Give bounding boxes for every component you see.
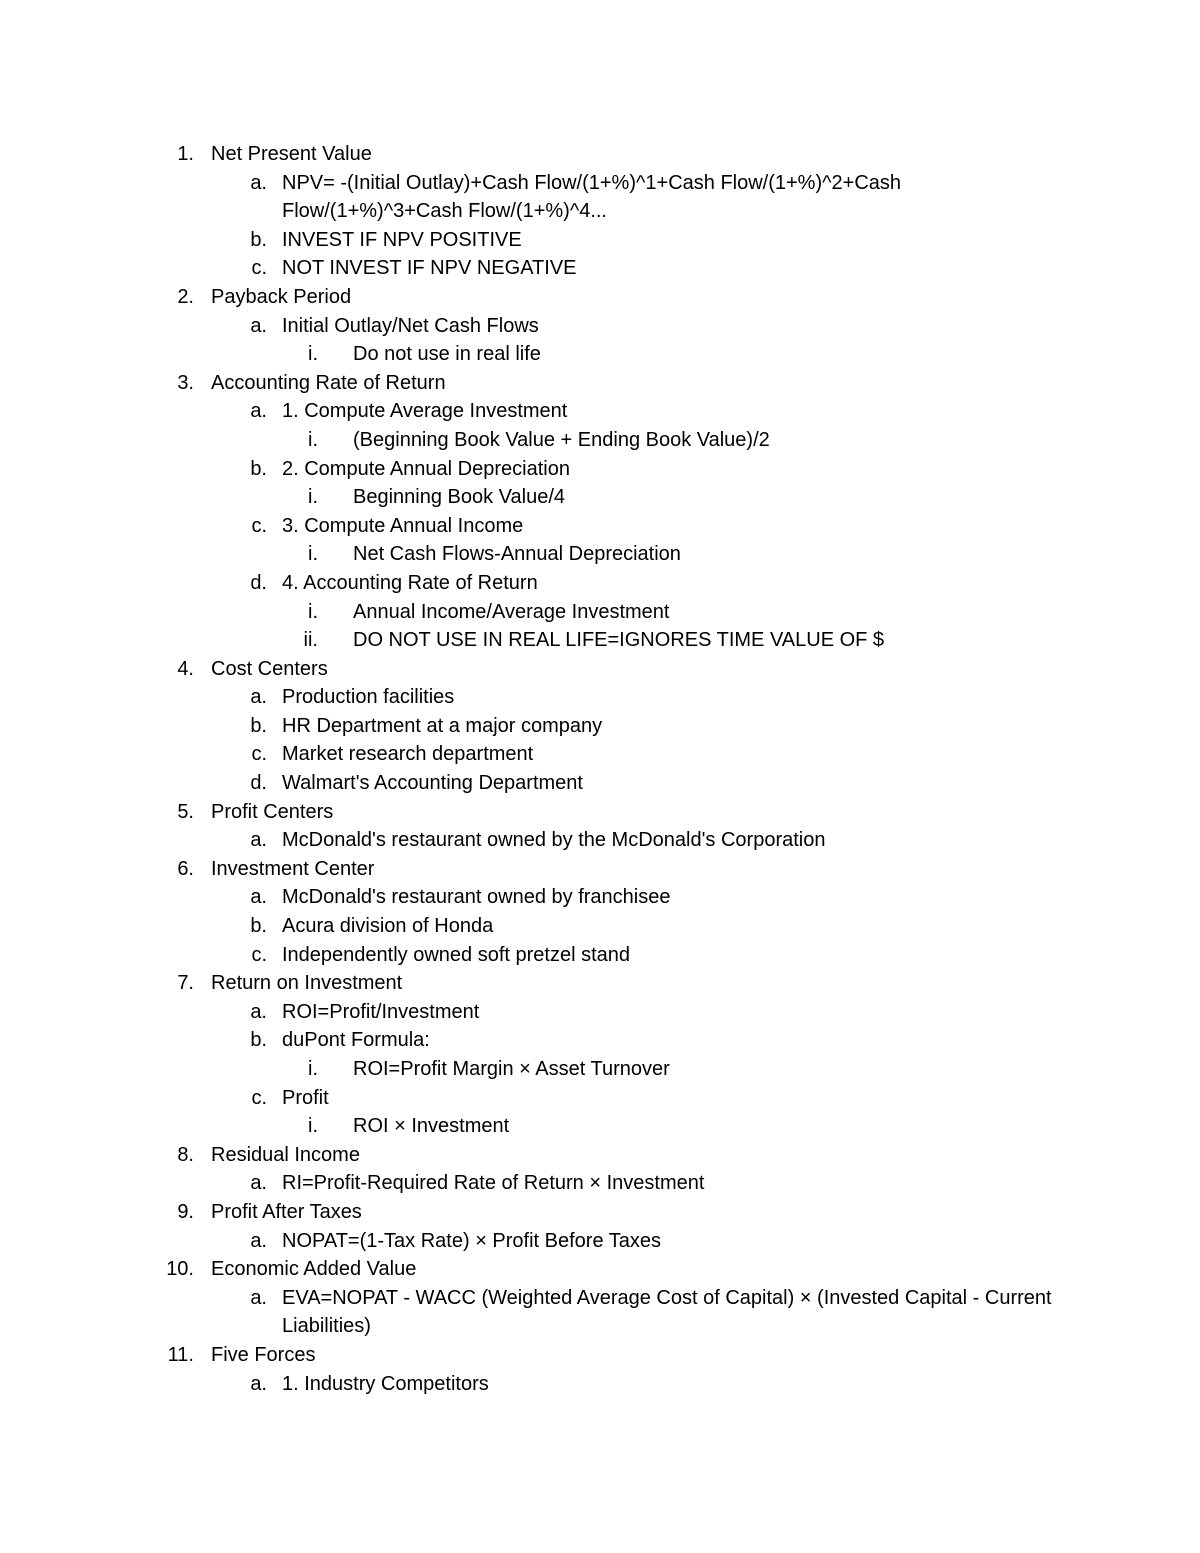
outline-item-level-2: [0, 769, 1200, 798]
document-outline: [0, 140, 1200, 1398]
outline-item-level-1: [0, 798, 1200, 827]
list-item-text: Beginning Book Value/4: [353, 486, 566, 509]
list-item-text: McDonald's restaurant owned by the McDonald's Corporation: [282, 829, 826, 852]
list-item-text: Net Present Value: [211, 143, 372, 165]
list-marker: a.: [250, 1286, 267, 1309]
list-marker: i.: [308, 600, 318, 623]
list-marker: c.: [251, 743, 267, 766]
list-item-text: ROI=Profit Margin × Asset Turnover: [353, 1058, 670, 1080]
outline-item-level-1: [0, 969, 1200, 998]
list-item-text: Payback Period: [211, 285, 352, 308]
list-item-text: Initial Outlay/Net Cash Flows: [282, 314, 539, 337]
outline-item-level-2: [0, 740, 1200, 769]
outline-item-level-1: [0, 655, 1200, 684]
list-marker: a.: [250, 1000, 267, 1023]
list-item-text: ROI=Profit/Investment: [282, 1000, 480, 1023]
list-item-text: RI=Profit-Required Rate of Return × Investment: [282, 1172, 705, 1195]
list-item-text: Investment Center: [211, 857, 375, 880]
list-item-text: DO NOT USE IN REAL LIFE=IGNORES TIME VALUE OF $: [353, 629, 885, 652]
outline-item-level-3: [0, 426, 1200, 455]
outline-item-level-3: [0, 340, 1200, 369]
list-item-text: Economic Added Value: [211, 1258, 417, 1281]
list-item-text: Residual Income: [211, 1143, 360, 1166]
outline-item-level-2: [0, 569, 1200, 598]
list-item-text: 4. Accounting Rate of Return: [282, 571, 538, 594]
list-item-text: Accounting Rate of Return: [211, 371, 446, 394]
list-item-text: Market research department: [282, 743, 534, 766]
list-marker: c.: [251, 514, 267, 537]
list-marker: 6.: [177, 857, 194, 880]
outline-item-level-3: [0, 1055, 1200, 1084]
list-marker: i.: [308, 343, 318, 366]
outline-item-level-1: [0, 1341, 1200, 1370]
list-marker: a.: [250, 1229, 267, 1252]
list-marker: b.: [250, 714, 267, 737]
outline-item-level-2: [0, 512, 1200, 541]
list-item-text: NOPAT=(1-Tax Rate) × Profit Before Taxes: [282, 1229, 662, 1252]
outline-item-level-2: [0, 941, 1200, 970]
outline-item-level-2: [0, 683, 1200, 712]
outline-item-level-2: [0, 998, 1200, 1027]
list-item-text: 1. Compute Average Investment: [282, 400, 568, 423]
list-marker: i.: [308, 428, 318, 451]
list-item-text: INVEST IF NPV POSITIVE: [282, 228, 522, 251]
list-marker: a.: [250, 886, 267, 909]
outline-item-level-2: [0, 254, 1200, 283]
list-marker: a.: [250, 314, 267, 337]
outline-item-level-2: [0, 455, 1200, 484]
list-marker: a.: [250, 829, 267, 852]
list-item-text: ROI × Investment: [353, 1115, 510, 1138]
list-item-text: McDonald's restaurant owned by franchisee: [282, 886, 671, 909]
outline-item-level-3: [0, 1112, 1200, 1141]
list-item-text: duPont Formula:: [282, 1029, 430, 1052]
list-marker: b.: [250, 1029, 267, 1052]
outline-item-level-1: [0, 369, 1200, 398]
list-item-text: Net Cash Flows-Annual Depreciation: [353, 543, 681, 566]
list-marker: i.: [308, 1115, 318, 1138]
outline-item-level-1: [0, 140, 1200, 169]
list-marker: 8.: [177, 1143, 194, 1166]
outline-item-level-2: [0, 1084, 1200, 1113]
list-marker: i.: [308, 1058, 318, 1080]
list-item-text: 1. Industry Competitors: [282, 1372, 489, 1395]
list-item-text: Profit After Taxes: [211, 1200, 362, 1223]
outline-item-level-2: [0, 1284, 1200, 1341]
list-item-text: EVA=NOPAT - WACC (Weighted Average Cost of Capital) × (Invested Capital - Current Liabilities): [282, 1286, 1052, 1338]
list-item-text: Return on Investment: [211, 972, 403, 995]
list-marker: 11.: [167, 1343, 194, 1366]
outline-item-level-2: [0, 169, 1200, 226]
outline-item-level-2: [0, 1227, 1200, 1256]
outline-item-level-1: [0, 283, 1200, 312]
list-marker: a.: [250, 686, 267, 709]
outline-item-level-3: [0, 483, 1200, 512]
list-item-text: (Beginning Book Value + Ending Book Value)/2: [353, 428, 770, 451]
list-marker: 7.: [177, 972, 194, 995]
list-item-text: Do not use in real life: [353, 343, 541, 366]
list-item-text: Profit: [282, 1086, 329, 1109]
list-item-text: Acura division of Honda: [282, 915, 494, 938]
list-item-text: Five Forces: [211, 1343, 316, 1366]
list-item-text: 3. Compute Annual Income: [282, 514, 524, 537]
list-marker: ii.: [303, 629, 318, 652]
outline-item-level-2: [0, 1169, 1200, 1198]
list-marker: 5.: [177, 800, 194, 823]
list-marker: c.: [251, 1086, 267, 1109]
outline-item-level-3: [0, 540, 1200, 569]
list-marker: d.: [250, 571, 267, 594]
outline-item-level-1: [0, 855, 1200, 884]
outline-item-level-2: [0, 312, 1200, 341]
outline-item-level-1: [0, 1255, 1200, 1284]
list-marker: 2.: [177, 285, 194, 308]
outline-item-level-3: [0, 598, 1200, 627]
list-marker: 9.: [177, 1200, 194, 1223]
list-marker: 10.: [166, 1258, 194, 1281]
list-marker: a.: [250, 1172, 267, 1195]
outline-item-level-3: [0, 626, 1200, 655]
list-marker: c.: [251, 257, 267, 280]
outline-item-level-2: [0, 1026, 1200, 1055]
outline-item-level-2: [0, 1370, 1200, 1399]
list-item-text: Profit Centers: [211, 800, 334, 823]
list-marker: a.: [250, 1372, 267, 1395]
list-marker: b.: [250, 915, 267, 938]
outline-item-level-2: [0, 397, 1200, 426]
list-marker: d.: [250, 772, 267, 795]
list-marker: 1.: [177, 143, 194, 165]
list-item-text: Walmart's Accounting Department: [282, 772, 583, 795]
outline-item-level-2: [0, 712, 1200, 741]
list-marker: a.: [250, 400, 267, 423]
list-marker: 4.: [177, 657, 194, 680]
list-item-text: Cost Centers: [211, 657, 328, 680]
list-marker: 3.: [177, 371, 194, 394]
list-marker: b.: [250, 457, 267, 480]
outline-item-level-1: [0, 1198, 1200, 1227]
outline-item-level-2: [0, 226, 1200, 255]
list-item-text: HR Department at a major company: [282, 714, 603, 737]
outline-item-level-2: [0, 826, 1200, 855]
list-item-text: Independently owned soft pretzel stand: [282, 943, 631, 966]
list-item-text: 2. Compute Annual Depreciation: [282, 457, 570, 480]
list-marker: c.: [251, 943, 267, 966]
list-marker: i.: [308, 543, 318, 566]
list-item-text: NPV= -(Initial Outlay)+Cash Flow/(1+%)^1+Cash Flow/(1+%)^2+Cash Flow/(1+%)^3+Cash Flow/(1+%)^4...: [282, 171, 902, 223]
list-marker: a.: [250, 171, 267, 194]
list-marker: i.: [308, 486, 318, 509]
list-item-text: Production facilities: [282, 686, 455, 709]
outline-item-level-1: [0, 1141, 1200, 1170]
outline-item-level-2: [0, 883, 1200, 912]
list-item-text: Annual Income/Average Investment: [353, 600, 670, 623]
outline-item-level-2: [0, 912, 1200, 941]
list-item-text: NOT INVEST IF NPV NEGATIVE: [282, 257, 577, 280]
list-marker: b.: [250, 228, 267, 251]
